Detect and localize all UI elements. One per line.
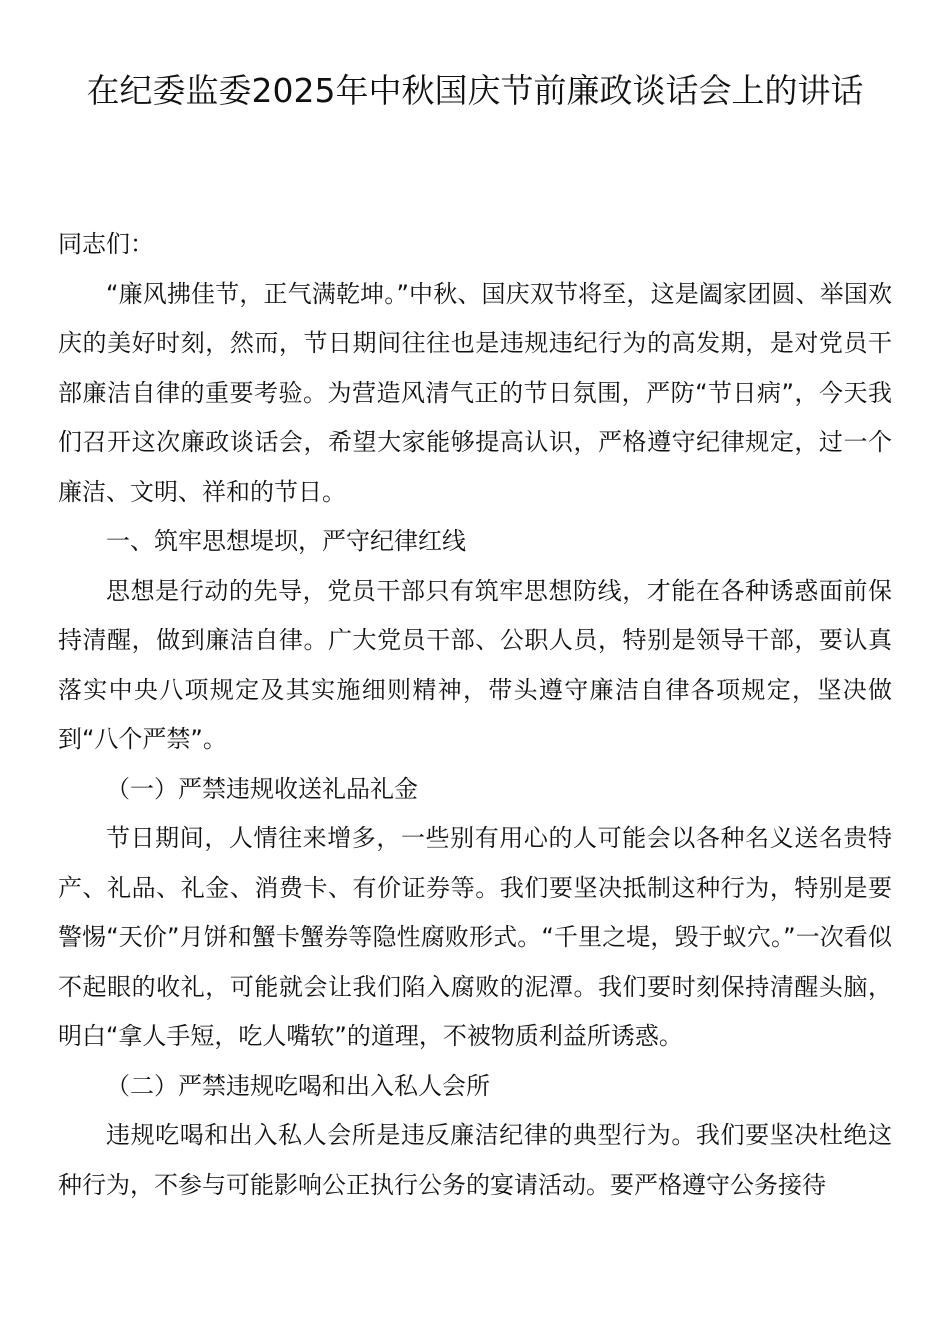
subheading-1: （一）严禁违规收送礼品礼金 <box>106 774 418 803</box>
paragraph-intro: “廉风拂佳节，正气满乾坤。”中秋、国庆双节将至，这是阖家团圆、举国欢庆的美好时刻，然而，节日期间往往也是违规违纪行为的高发期，是对党员干部廉洁自律的重要考验。为营造风清气正的节日氛围，严防“节日病”，今天我们召开这次廉政谈话会，希望大家能够提高认识，严格遵守纪律规定，过一个廉洁、文明、祥和的节日。 <box>58 279 892 506</box>
subheading-2: （二）严禁违规吃喝和出入私人会所 <box>106 1071 490 1100</box>
paragraph-section-1: 思想是行动的先导，党员干部只有筑牢思想防线，才能在各种诱惑面前保持清醒，做到廉洁自律。广大党员干部、公职人员，特别是领导干部，要认真落实中央八项规定及其实施细则精神，带头遵守廉洁自律各项规定，坚决做到“八个严禁”。 <box>58 576 892 753</box>
paragraph-subsection-2: 违规吃喝和出入私人会所是违反廉洁纪律的典型行为。我们要坚决杜绝这种行为，不参与可能影响公正执行公务的宴请活动。要严格遵守公务接待 <box>58 1121 892 1199</box>
document-body <box>58 220 892 1210</box>
paragraph-subsection-1: 节日期间，人情往来增多，一些别有用心的人可能会以各种名义送名贵特产、礼品、礼金、消费卡、有价证券等。我们要坚决抵制这种行为，特别是要警惕“天价”月饼和蟹卡蟹券等隐性腐败形式。“千里之堤，毁于蚁穴。”一次看似不起眼的收礼，可能就会让我们陷入腐败的泥潭。我们要时刻保持清醒头脑，明白“拿人手短，吃人嘴软”的道理，不被物质利益所诱惑。 <box>58 824 892 1050</box>
section-heading-1: 一、筑牢思想堤坝，严守纪律红线 <box>106 527 466 555</box>
document-title: 在纪委监委2025年中秋国庆节前廉政谈话会上的讲话 <box>86 71 864 110</box>
greeting: 同志们： <box>58 230 154 258</box>
